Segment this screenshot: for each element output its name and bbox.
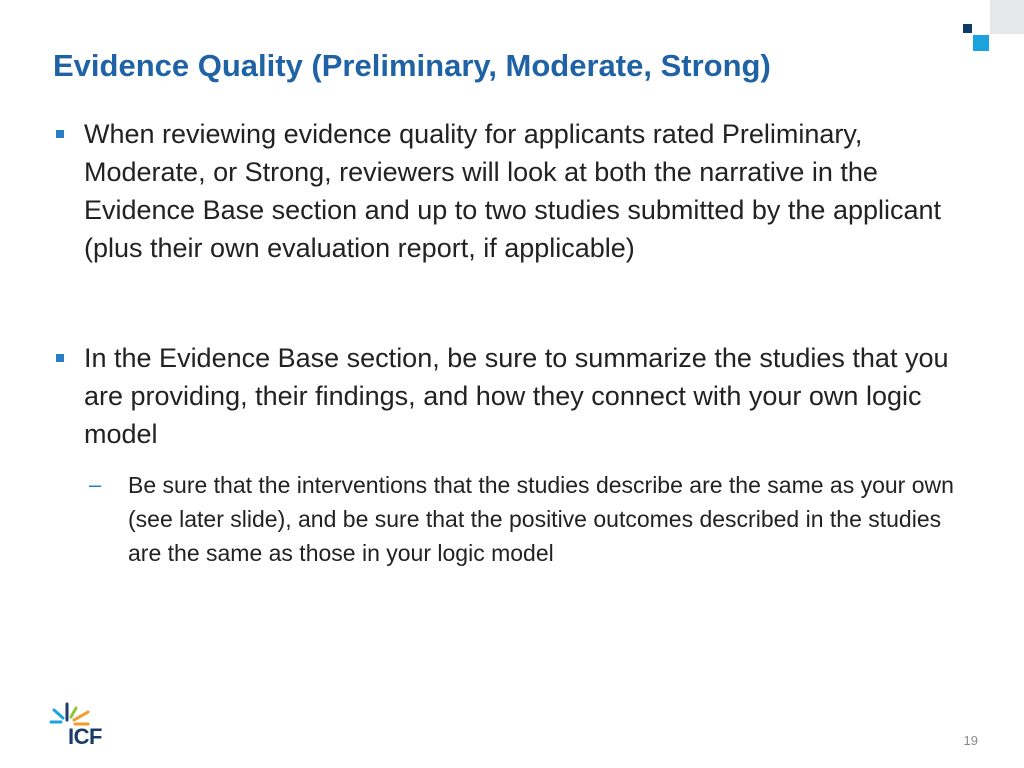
icf-logo — [48, 700, 112, 750]
corner-decoration-blue-square — [973, 35, 989, 51]
page-number: 19 — [963, 733, 978, 748]
corner-decoration-navy-square — [963, 24, 972, 33]
corner-decoration-gray-square — [990, 0, 1024, 34]
icf-wordmark: ICF — [68, 724, 102, 749]
square-bullet-icon — [56, 354, 64, 362]
bullet-text: When reviewing evidence quality for applicants rated Preliminary, Moderate, or Strong, reviewers will look at both the narrative in the Evidence Base section and up to two studies submitted by the applicant (plus their own evaluation report, if applicable) — [84, 119, 942, 263]
sub-bullet-text: Be sure that the interventions that the studies describe are the same as your own (see later slide), and be sure that the positive outcomes described in the studies are the same as those in your logic model — [128, 472, 954, 566]
dash-bullet-icon: – — [89, 472, 102, 497]
bullet-text: In the Evidence Base section, be sure to summarize the studies that you are providing, their findings, and how they connect with your own logic model — [84, 343, 949, 449]
square-bullet-icon — [56, 130, 64, 138]
slide-title: Evidence Quality (Preliminary, Moderate, Strong) — [53, 48, 771, 83]
